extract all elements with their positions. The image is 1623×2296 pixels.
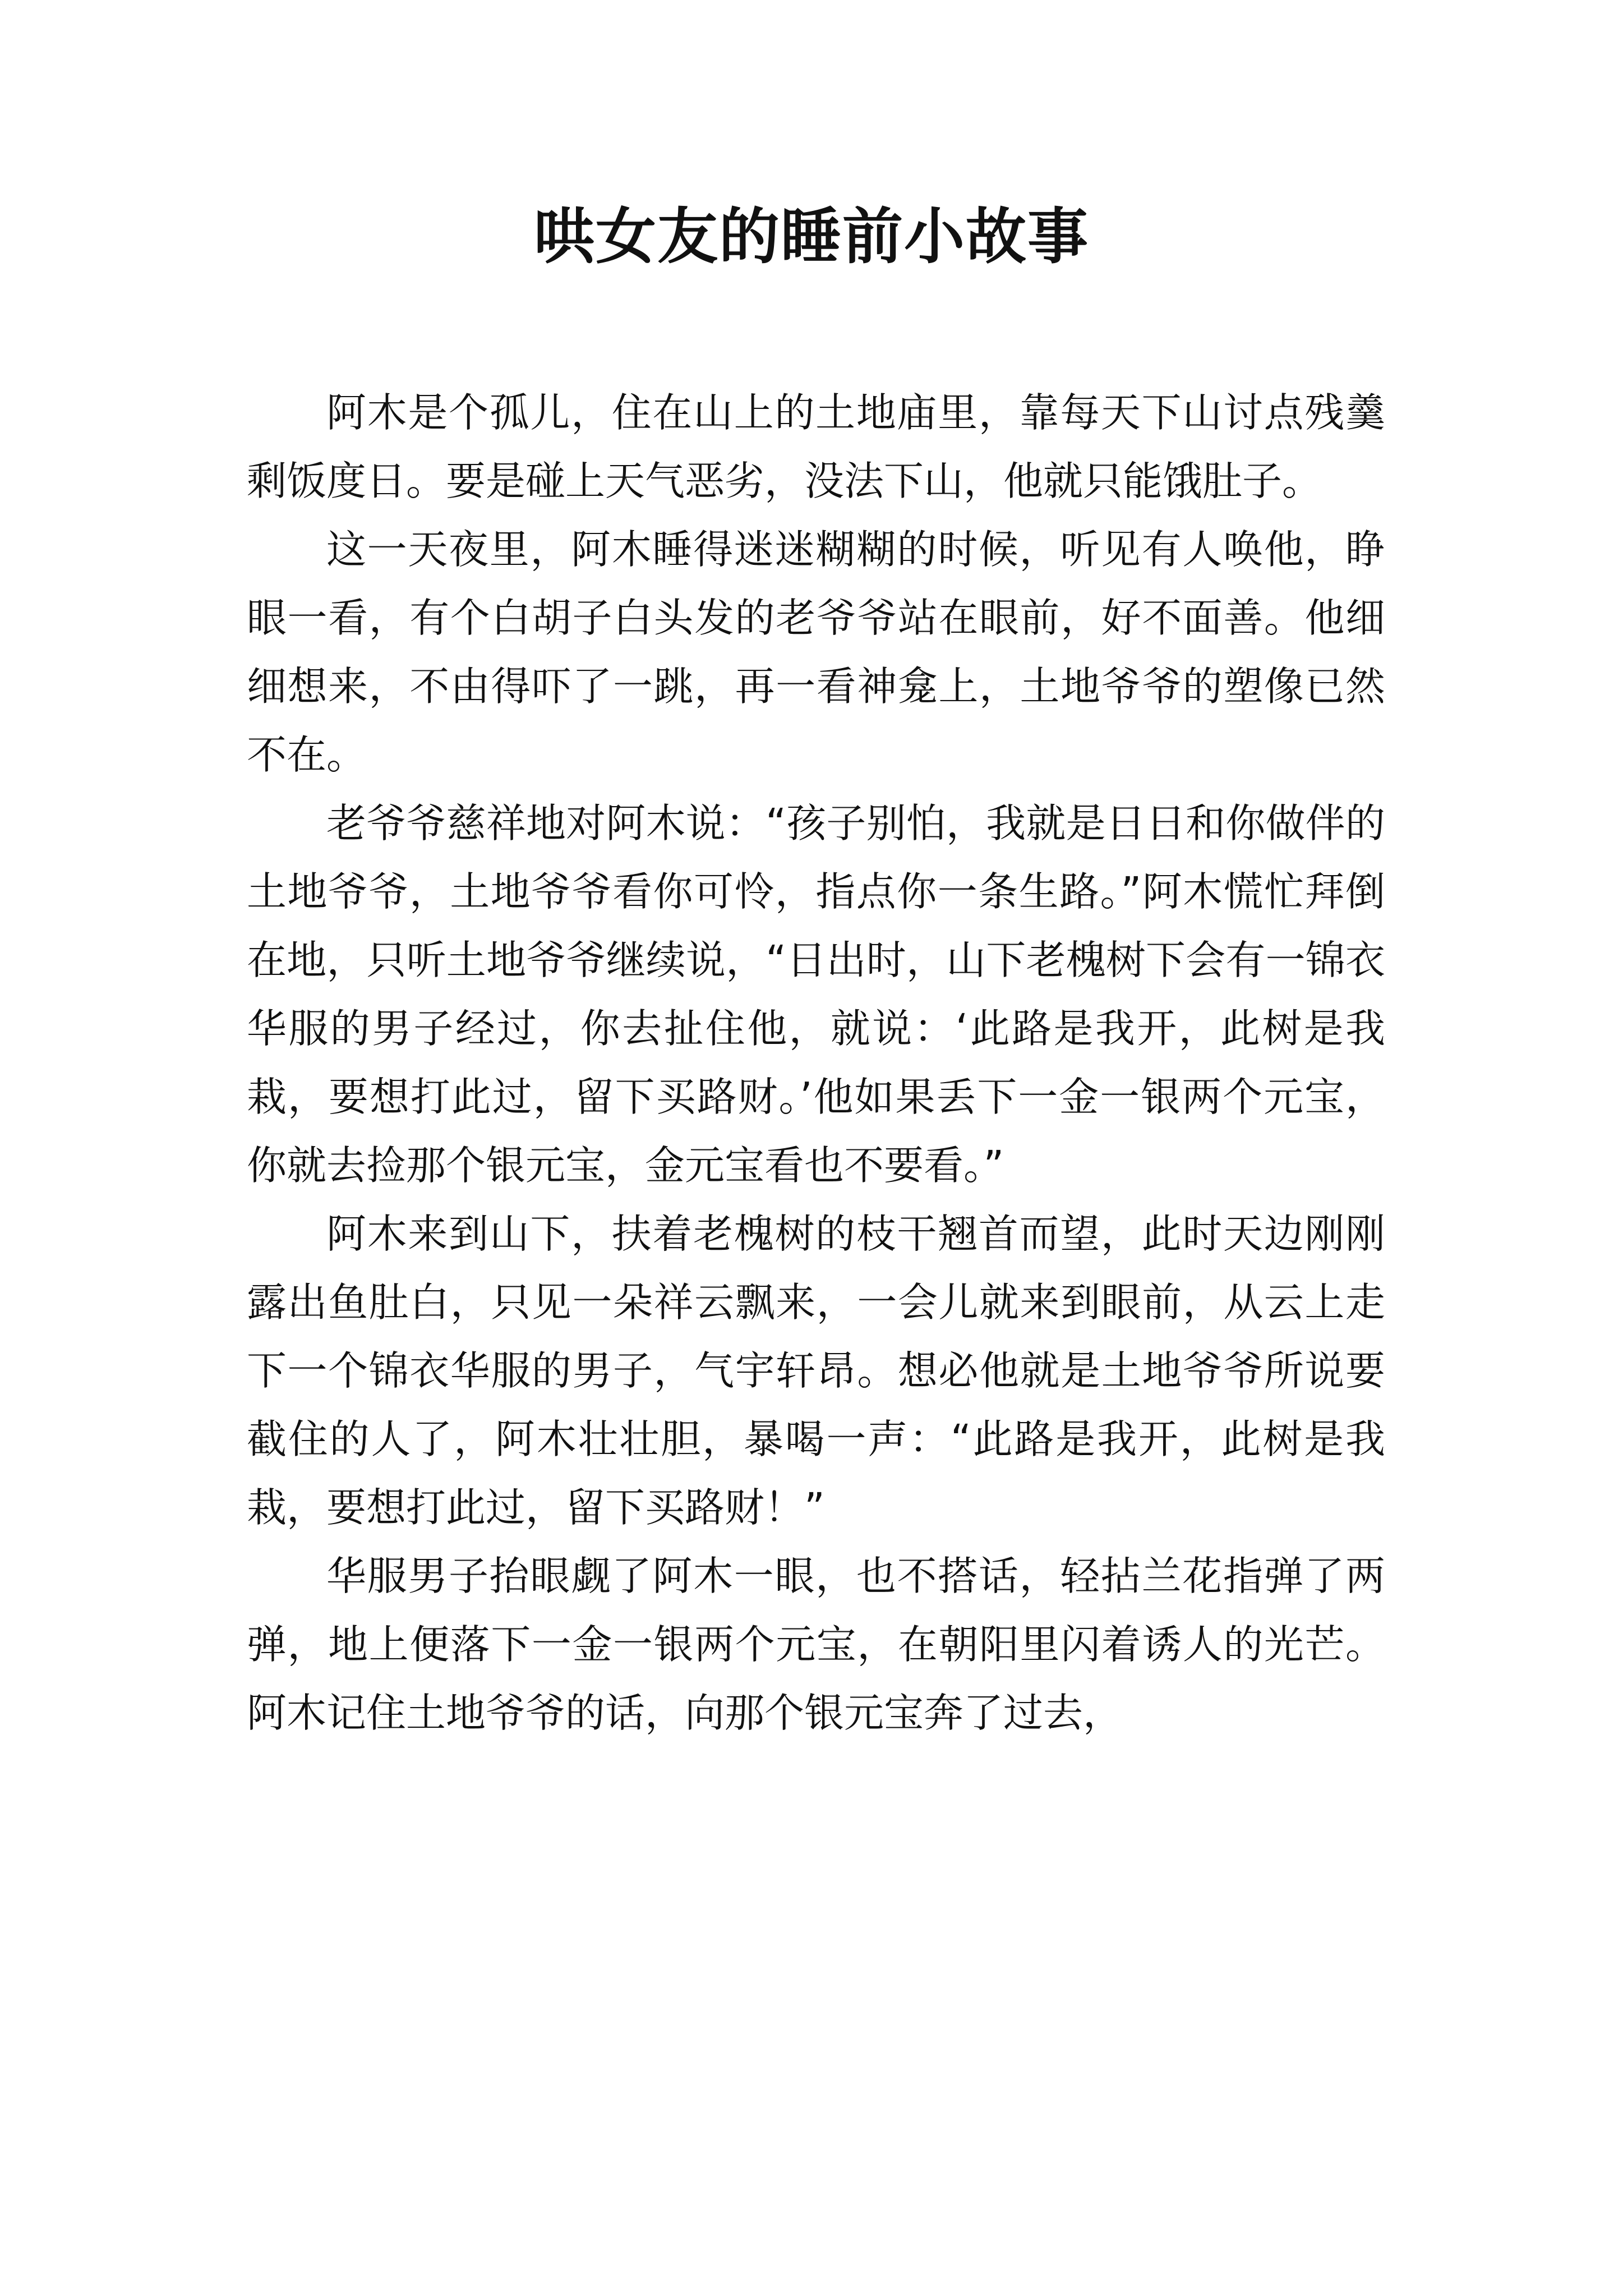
paragraph: 阿木是个孤儿，住在山上的土地庙里，靠每天下山讨点残羹剩饭度日。要是碰上天气恶劣，没法下山，他就只能饿肚子。	[247, 389, 1385, 504]
paragraph: 华服男子抬眼觑了阿木一眼，也不搭话，轻拈兰花指弹了两弹，地上便落下一金一银两个元宝，在朝阳里闪着诱人的光芒。阿木记住土地爷爷的话，向那个银元宝奔了过去，	[247, 1553, 1385, 1736]
paragraph: 这一天夜里，阿木睡得迷迷糊糊的时候，听见有人唤他，睁眼一看，有个白胡子白头发的老爷爷站在眼前，好不面善。他细细想来，不由得吓了一跳，再一看神龛上，土地爷爷的塑像已然不在。	[247, 526, 1385, 778]
document-body	[247, 379, 1385, 1747]
document-title: 哄女友的睡前小故事	[533, 201, 1089, 272]
paragraph: 老爷爷慈祥地对阿木说：“孩子别怕，我就是日日和你做伴的土地爷爷，土地爷爷看你可怜，指点你一条生路。”阿木慌忙拜倒在地，只听土地爷爷继续说，“日出时，山下老槐树下会有一锦衣华服的男子经过，你去扯住他，就说：‘此路是我开，此树是我栽，要想打此过，留下买路财。’他如果丢下一金一银两个元宝，你就去捡那个银元宝，金元宝看也不要看。”	[247, 800, 1385, 1189]
paragraph: 阿木来到山下，扶着老槐树的枝干翘首而望，此时天边刚刚露出鱼肚白，只见一朵祥云飘来，一会儿就来到眼前，从云上走下一个锦衣华服的男子，气宇轩昂。想必他就是土地爷爷所说要截住的人了，阿木壮壮胆，暴喝一声：“此路是我开，此树是我栽，要想打此过，留下买路财！”	[247, 1211, 1385, 1531]
